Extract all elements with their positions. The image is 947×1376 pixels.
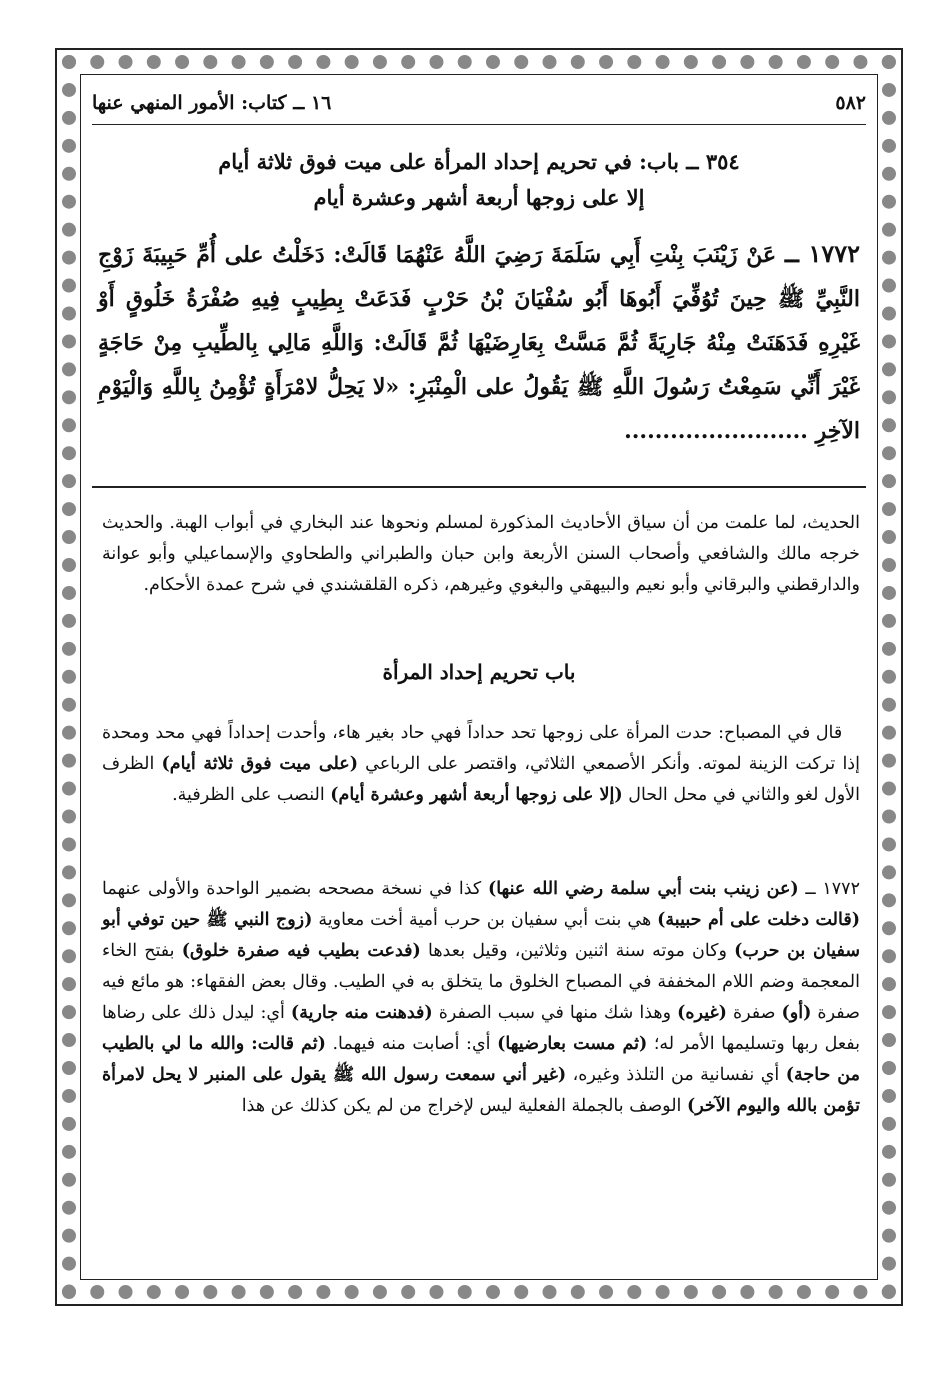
text-run: هي بنت أبي سفيان بن حرب أمية أخت معاوية <box>318 910 652 930</box>
commentary-paragraph-2 <box>102 718 860 811</box>
book-title: ١٦ ــ كتاب: الأمور المنهي عنها <box>92 92 332 114</box>
text-run: بفتح الخاء المعجمة وضم اللام المخففة في المصباح الخلوق ما يتخلق به في الطيب. وقال بعض الفقهاء: هو مائع فيه صفرة <box>102 941 860 1023</box>
quoted-phrase: (ثم مست بعارضيها) <box>497 1034 648 1054</box>
subheading: باب تحريم إحداد المرأة <box>382 660 576 684</box>
hadith-ref-number: ١٧٧٢ ــ <box>805 879 860 899</box>
text-run: النصب على الظرفية. <box>172 785 325 805</box>
hadith-body: عَنْ زَيْنَبَ بِنْتِ أَبِي سَلَمَةَ رَضِيَ اللَّهُ عَنْهُمَا قَالَتْ: دَخَلْتُ على أُمِّ حَبِيبَةَ زَوْجِ النَّبِيِّ ﷺ حِينَ تُوُفِّيَ أَبُوهَا أَبُو سُفْيَانَ بْنُ حَرْبٍ فَدَعَتْ بِطِيبٍ فِيهِ صُفْرَةُ خَلُوقٍ أَوْ غَيْرِهِ فَدَهَنَتْ مِنْهُ جَارِيَةً ثُمَّ مَسَّتْ بِعَارِضَيْهَا ثُمَّ قَالَتْ: وَاللَّهِ مَالِي بِالطِّيبِ مِنْ حَاجَةٍ غَيْرَ أَنِّي سَمِعْتُ رَسُولَ اللَّهِ ﷺ يَقُولُ على الْمِنْبَرِ: «لا يَحِلُّ لامْرَأَةٍ تُؤْمِنُ بِاللَّهِ وَالْيَوْمِ الآخِرِ ........................ <box>98 242 860 444</box>
commentary-text: الحديث، لما علمت من أن سياق الأحاديث المذكورة لمسلم ونحوها عند البخاري في أبواب الهبة. والحديث خرجه مالك والشافعي وأصحاب السنن الأربعة وابن حبان والطبراني والطحاوي والإسماعيلي وأبو عوانة والدارقطني والبرقاني وأبو نعيم والبيهقي والبغوي وغيرهم، ذكره القلقشندي في شرح عمدة الأحكام. <box>102 513 860 595</box>
text-run: الوصف بالجملة الفعلية ليس لإخراج من لم يكن كذلك عن هذا <box>241 1096 682 1116</box>
text-run: أي: ليدل ذلك على رضاها بفعل ربها وتسليمها الأمر له؛ <box>102 1003 860 1054</box>
quoted-phrase: (ثم قالت: والله ما لي بالطيب من حاجة) <box>102 1034 860 1085</box>
chapter-title <box>92 144 866 216</box>
hadith-number: ١٧٧٢ ــ <box>784 239 860 268</box>
header-rule <box>92 124 866 125</box>
text-run: أي: أصابت منه فيهما. <box>332 1034 491 1054</box>
page-content <box>92 80 866 1270</box>
quoted-phrase: (إلا على زوجها أربعة أشهر وعشرة أيام) <box>330 785 623 805</box>
text-run: وكان موته سنة اثنين وثلاثين، وقيل بعدها <box>428 941 727 961</box>
quoted-phrase: (فدعت بطيب فيه صفرة خلوق) <box>181 941 421 961</box>
commentary-paragraph-3 <box>102 874 860 1122</box>
commentary-paragraph-1 <box>102 508 860 601</box>
quoted-phrase: (عن زينب بنت أبي سلمة رضي الله عنها) <box>487 879 799 899</box>
text-run: قال في المصباح: حدت المرأة على زوجها تحد حداداً فهي حاد بغير هاء، وأحدت إحداداً فهي محد ومحدة إذا تركت الزينة لموته. وأنكر الأصمعي الثلاثي، واقتصر على الرباعي <box>102 723 860 774</box>
text-run: الظرف الأول لغو والثاني في محل الحال <box>102 754 860 805</box>
chapter-title-line1: ٣٥٤ ــ باب: في تحريم إحداد المرأة على ميت فوق ثلاثة أيام <box>218 149 740 174</box>
quoted-phrase: (قالت دخلت على أم حبيبة) <box>657 910 860 930</box>
chapter-title-line2: إلا على زوجها أربعة أشهر وعشرة أيام <box>313 185 645 210</box>
quoted-phrase: (زوج النبي ﷺ حين توفي أبو سفيان بن حرب) <box>102 910 860 961</box>
text-run: أي نفسانية من التلذذ وغيره، <box>572 1065 780 1085</box>
quoted-phrase: (غيره) <box>677 1003 727 1023</box>
hadith-text <box>98 232 860 453</box>
quoted-phrase: (غير أني سمعت رسول الله ﷺ يقول على المنبر لا يحل لامرأة تؤمن بالله واليوم الآخر) <box>102 1065 860 1116</box>
page-number: ٥٨٢ <box>835 92 866 114</box>
text-run: كذا في نسخة مصححه بضمير الواحدة والأولى عنهما <box>102 879 482 899</box>
quoted-phrase: (على ميت فوق ثلاثة أيام) <box>161 754 358 774</box>
text-run: صفرة <box>732 1003 776 1023</box>
quoted-phrase: (أو) <box>781 1003 812 1023</box>
section-divider <box>92 486 866 488</box>
quoted-phrase: (فدهنت منه جارية) <box>290 1003 433 1023</box>
page-header <box>92 86 866 120</box>
text-run: وهذا شك منها في سبب الصفرة <box>438 1003 672 1023</box>
